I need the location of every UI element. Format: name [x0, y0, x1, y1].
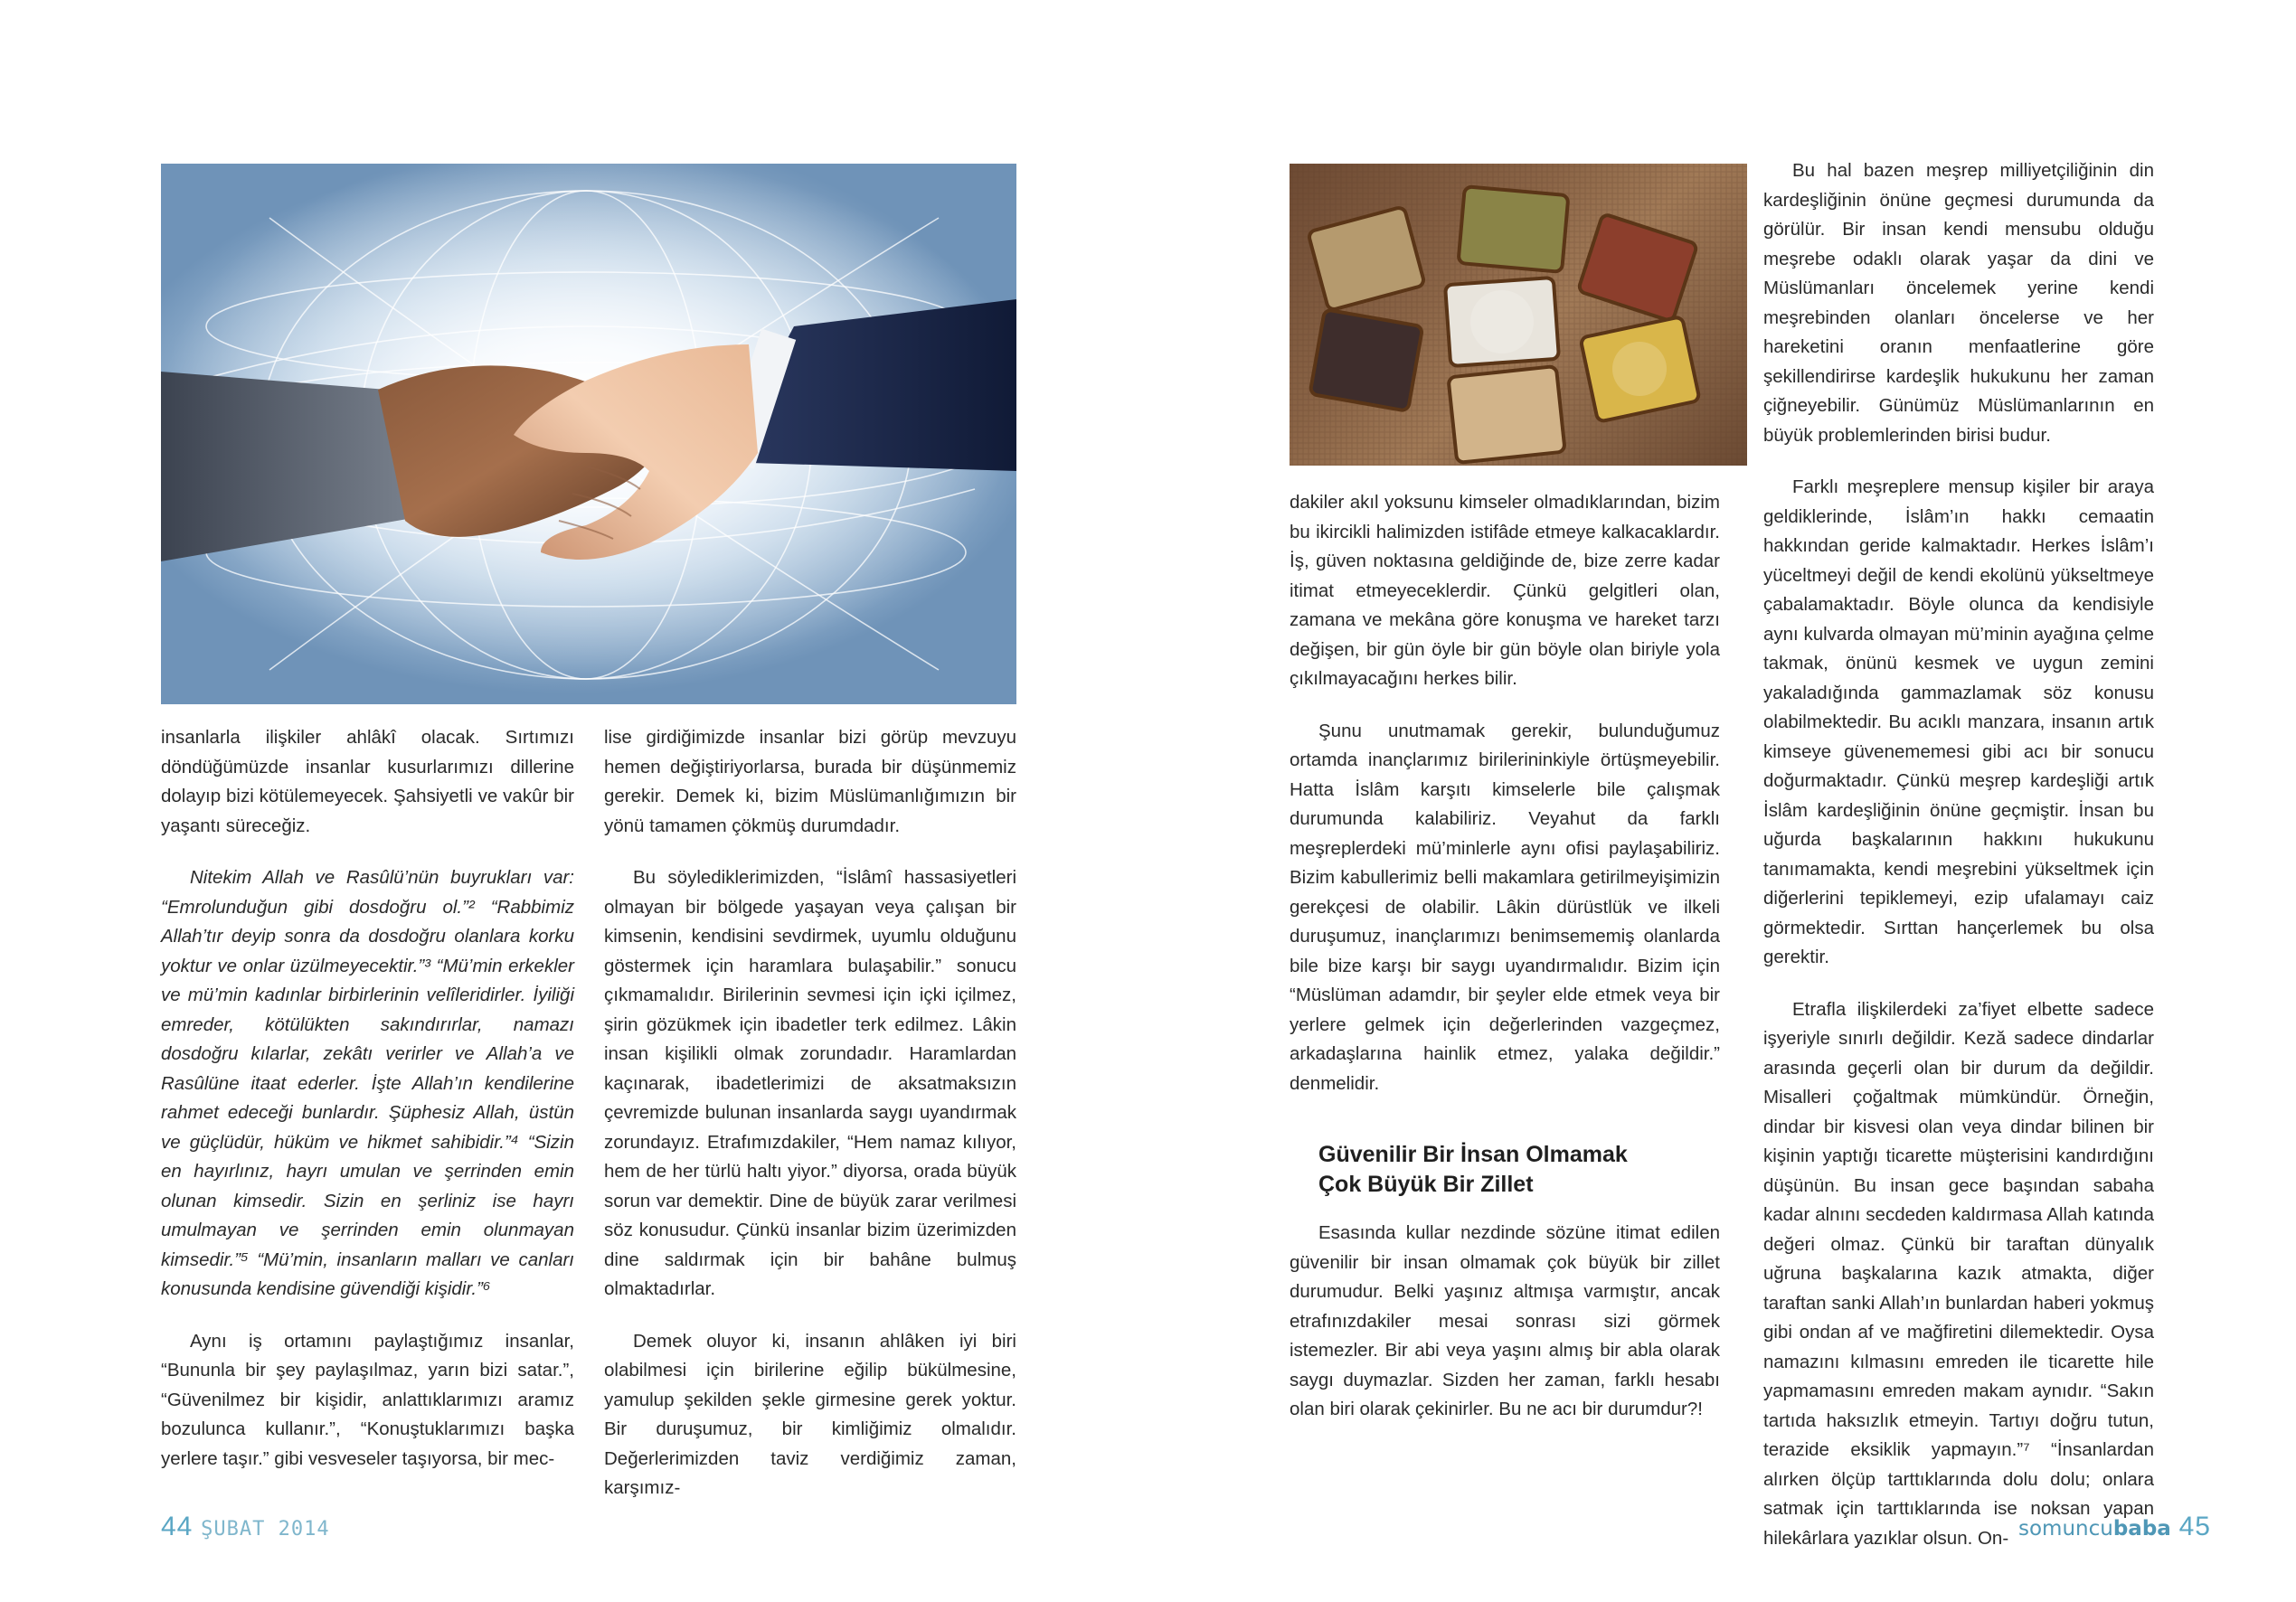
paragraph-quotes: Nitekim Allah ve Rasûlü’nün buyrukları var: “Emrolunduğun gibi dosdoğru ol.”² “Rabbimiz Allah’tır deyip sonra da dosdoğru olanlara korku yoktur ve onlar üzülmeyecektir.”³ “Mü’min erkekler ve mü’min kadınlar birbirlerinin velîleridirler. İyiliği emreder, kötülükten sakındırırlar, namazı dosdoğru kılarlar, zekâtı verirler ve Allah’a ve Rasûlüne itaat ederler. İşte Allah’ın kendilerine rahmet edeceği bunlardır. Şüphesiz Allah, üstün ve güçlüdür, hüküm ve hikmet sahibidir.”⁴ “Sizin en hayırlınız, hayrı umulan ve şerrinden emin olunan kimsedir. Sizin en şerliniz ise hayrı umulmayan ve şerrinden emin olunmayan kimsedir.”⁵ “Mü’min, insanların malları ve canları konusunda kendisine güvendiği kişidir.”⁶: [161, 867, 574, 1299]
right-page-column-2: [1763, 156, 2154, 1576]
paragraph: Aynı iş ortamını paylaştığımız insanlar, “Bununla bir şey paylaşılmaz, yarın bizi satar.”, “Güvenilmez bir kişidir, anlattıklarımızı aramız bozulunca kullanır.”, “Konuştuklarımızı başka yerlere taşır.” gibi vesveseler taşıyorsa, bir mec-: [161, 1330, 574, 1469]
heading-line-1: Güvenilir Bir İnsan Olmamak: [1318, 1142, 1628, 1167]
paragraph: lise girdiğimizde insanlar bizi görüp mevzuyu hemen değiştiriyorlarsa, burada bir düşünmemiz gerekir. Demek ki, bizim Müslümanlığımızın bir yönü tamamen çökmüş durumdadır.: [604, 727, 1016, 836]
paragraph: Farklı meşreplere mensup kişiler bir araya geldiklerinde, İslâm’ın hakkı cemaatin hakkından geride kalmaktadır. Herkes İslâm’ı yüceltmeyi değil de kendi ekolünü yükseltmeye çabalamaktadır. Böyle olunca da kendisiyle aynı kulvarda olmayan mü’minin ayağına çelme takmak, önünü kesmek ve uygun zemini yakaladığında gammazlamak söz konusu olabilmektedir. Bu acıklı manzara, insanın artık kimseye güvenememesi gibi acı bir sonucu doğurmaktadır. Çünkü meşrep kardeşliği artık İslâm kardeşliğinin önüne geçmiştir. İnsan bu uğurda başkalarının hakkını hukukunu tanımamakta, kendi meşrebini yükseltmek için diğerlerini tepiklemeyi, ezip ufalamayı caiz görmektedir. Sırttan hançerlemek bu olsa gerektir.: [1763, 476, 2154, 967]
paragraph: Esasında kullar nezdinde sözüne itimat edilen güvenilir bir insan olmamak çok büyük bir zillet durumudur. Belki yaşınız altmışa varmıştır, ancak etrafınızdakiler mesai sonrası sizi görmek istemezler. Bir abi veya yaşını almış bir abla olarak saygı duymazlar. Sizden her zaman, farklı hesabı olan biri olarak çekinirler. Bu ne acı bir durumdur?!: [1290, 1222, 1720, 1419]
magazine-logo: [2018, 1517, 2171, 1541]
brand-bold: baba: [2112, 1517, 2171, 1541]
paragraph: Demek oluyor ki, insanın ahlâken iyi biri olabilmesi için birilerine eğilip bükülmesine, yamulup şekilden şekle girmesine gerek yoktur. Bir duruşumuz, bir kimliğimiz olmalıdır. Değerlerimizden taviz verdiğimiz zaman, karşımız-: [604, 1330, 1016, 1498]
right-page-column-1: [1290, 488, 1720, 1121]
brand-light: somuncu: [2018, 1517, 2113, 1541]
issue-date: ŞUBAT 2014: [201, 1518, 330, 1541]
handshake-illustration: [161, 164, 1016, 704]
paragraph: insanlarla ilişkiler ahlâkî olacak. Sırtımızı döndüğümüzde insanlar kusurlarımızı dillerine dolayıp bizi kötülemeyecek. Şahsiyetli ve vakûr bir yaşantı süreceğiz.: [161, 727, 574, 836]
paragraph: Şunu unutmamak gerekir, bulunduğumuz ortamda inançlarımız birilerininkiyle örtüşmeyebilir. Hatta İslâm karşıtı kimselerle bile çalışmak durumunda kalabiliriz. Veyahut da farklı meşreplerdeki mü’minlerle aynı ofisi paylaşabiliriz. Bizim kabullerimiz belli makamlara getirilmeyişimizin gerekçesi de olabilir. Lâkin dürüstlük ve ilkeli duruşumuz, inançlarımızı benimsememiş olanlarda bile bize karşı bir saygı uyandırmalıdır. Bizim için “Müslüman adamdır, bir şeyler elde etmek veya bir yerlere gelmek için değerlerinden vazgeçmez, arkadaşlarına hainlik etmez, yalaka değildir.” denmelidir.: [1290, 720, 1720, 1094]
paragraph: Bu hal bazen meşrep milliyetçiliğinin din kardeşliğinin önüne geçmesi durumunda da görülür. Bir insan kendi mensubu olduğu meşrebe odaklı olarak yaşar da dini ve Müslümanları öncelemek yerine kendi meşrebinden olanları öncelerse ve her hareketini oranın menfaatlerine göre şekillendirirse kardeşlik hukukunu her zaman çiğneyebilir. Günümüz Müslümanlarının en büyük problemlerinden birisi budur.: [1763, 160, 2154, 446]
page-number: 44: [161, 1512, 194, 1541]
left-page-column-1: [161, 723, 574, 1496]
right-page-column-1-lower: [1290, 1219, 1720, 1447]
handshake-globe-photo: [161, 164, 1016, 704]
paragraph: dakiler akıl yoksunu kimseler olmadıklarından, bizim bu ikircikli halimizden istifâde etmeye kalkacaklardır. İş, güven noktasına geldiğinde de, bize zerre kadar itimat etmeyeceklerdir. Çünkü gelgitleri olan, zamana ve mekâna göre konuşma ve hareket tarzı değişen, bir gün öyle bir gün böyle olan biriyle yola çıkılmayacağını herkes bilir.: [1290, 492, 1720, 689]
section-heading: [1318, 1140, 1771, 1200]
paragraph: Bu söylediklerimizden, “İslâmî hassasiyetleri olmayan bir bölgede yaşayan veya çalışan bir kimsenin, kendisini sevdirmek, uyumlu olduğunu göstermek için haramlara bulaşabilir.” sonucu çıkmamalıdır. Birilerinin sevmesi için içki içilmez, şirin gözükmek için ibadetler terk edilmez. Lâkin insan kişilikli olmak zorundadır. Haramlardan kaçınarak, ibadetlerimizi de aksatmaksızın çevremizde bulunan insanlarda saygı uyandırmak zorundayız. Etrafımızdakiler, “Hem namaz kılıyor, hem de her türlü haltı yiyor.” diyorsa, orada büyük sorun var demektir. Dine de büyük zarar verilmesi söz konusudur. Çünkü insanlar bizim üzerimizden dine saldırmak için bir bahâne bulmuş olmaktadırlar.: [604, 867, 1016, 1299]
paragraph: Etrafla ilişkilerdeki za’fiyet elbette sadece işyeriyle sınırlı değildir. Keză sadece dindarlar arasında geçerli olan bir durum da değildir. Misalleri çoğaltmak mümkündür. Örneğin, dindar bir kisvesi olan veya dindar bilinen bir kişinin yaptığı ticarette müşterisini kandırdığını düşünün. Bu insan gece başından sabaha kadar alnını secdeden kaldırmasa Allah katında değeri olmaz. Çünkü bir taraftan dünyalık uğruna başkalarına kazık atmakta, diğer taraftan sanki Allah’ın bunlardan haberi yokmuş gibi ondan af ve mağfiretini dilemektedir. Oysa namazını kılmasını emreden ile ticarette hile yapmamasını emreden makam aynıdır. “Sakın tartıda haksızlık etmeyin. Tartıyı doğru tutun, terazide eksiklik yapmayın.”⁷ “İnsanlardan alırken ölçüp tarttıklarında dolu dolu; onlara satmak için tarttıklarında ise noksan yapan hilekârlara yazıklar olsun. On-: [1763, 998, 2154, 1549]
page-number: 45: [2178, 1512, 2211, 1541]
heading-line-2: Çok Büyük Bir Zillet: [1318, 1172, 1534, 1197]
grain-bowls-illustration: [1290, 164, 1747, 466]
left-page-column-2: [604, 723, 1016, 1526]
grain-bowls-photo: [1290, 164, 1747, 466]
right-page: [1148, 0, 2296, 1602]
right-folio: [2018, 1512, 2211, 1542]
left-folio: [161, 1512, 330, 1542]
